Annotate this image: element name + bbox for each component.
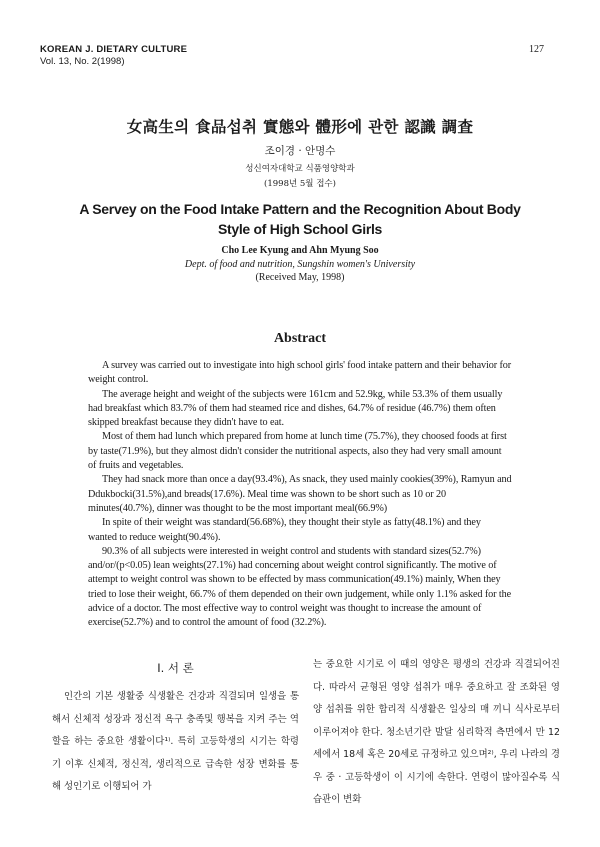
- korean-title: 女高生의 食品섭취 實態와 體形에 관한 認識 調査: [126, 118, 474, 136]
- abstract-paragraph: 90.3% of all subjects were interested in weight control and students with standard sizes(52.7%) and/or/(p<0.05) lean weights(27.1%) had concerning about weight control significantly. The motive of attempt to weight control was shown to be effected by mass communication(49.1%) mainly, When they tried to lose their weight, 66.7% of them depended on their own judgement, while only 1.1% asked for the advice of a doctor. The most effective way to control weight was thought to increase the amount of exercise(52.7%) and to control the amount of food (32.2%).: [88, 545, 512, 629]
- introduction-left-text: 인간의 기본 생활중 식생활은 건강과 직결되며 일생을 통해서 신체적 성장과 정신적 욕구 충족및 행복을 지켜 주는 역할을 하는 중요한 생활이다¹⁾. 특히 고등학생의 시기는 학령기 이후 신체적, 정신적, 생리적으로 급속한 성장 변화를 통해 성인기로 이행되어 가: [52, 691, 299, 792]
- journal-name: KOREAN J. DIETARY CULTURE: [40, 44, 188, 55]
- korean-authors: 조이경 · 안명수: [264, 145, 336, 157]
- abstract-paragraph: They had snack more than once a day(93.4%), As snack, they used mainly cookies(39%), Ramyun and Ddukbocki(31.5%),and breads(17.6%). Meal time was shown to be short such as 10 or 20 minutes(40.7%), dinner was thought to be the most important meal(66.9%): [88, 474, 512, 514]
- section-heading-introduction: I. 서 론: [157, 661, 194, 675]
- korean-received-date: (1998년 5월 접수): [264, 179, 336, 189]
- english-received-date: (Received May, 1998): [255, 272, 345, 283]
- english-title: A Servey on the Food Intake Pattern and the Recognition About Body Style of High School Girls: [79, 201, 521, 237]
- journal-header: [40, 44, 187, 68]
- page-number: 127: [529, 44, 544, 55]
- abstract-heading: Abstract: [273, 331, 327, 346]
- journal-volume: Vol. 13, No. 2(1998): [40, 56, 125, 67]
- abstract-paragraph: In spite of their weight was standard(56.68%), they thought their style as fatty(48.1%) and they wanted to reduce weight(90.4%).: [88, 517, 481, 543]
- abstract-paragraph: The average height and weight of the subjects were 161cm and 52.9kg, while 53.3% of them usually had breakfast which 83.7% of them had steamed rice and dishes, 64.7% of residue (46.7%) them often skipped breakfast because they didn't have to eat.: [88, 388, 503, 429]
- introduction-right-text: 는 중요한 시기로 이 때의 영양은 평생의 건강과 직결되어진다. 따라서 균형된 영양 섭취가 매우 중요하고 잘 조화된 영양 섭취를 위한 합리적 식생활은 일상의 매 끼니 식사로부터 이루어져야 한다. 청소년기란 발달 심리학적 측면에서 만 12세에서 18세 혹은 20세로 규정하고 있으며²⁾, 우리 나라의 경우 중 · 고등학생이 이 시기에 속한다. 연령이 많아질수록 식습관이 변화: [313, 659, 560, 805]
- abstract-paragraph: Most of them had lunch which prepared from home at lunch time (75.7%), they choosed foods at first by taste(71.9%), but they almost didn't consider the nutritional aspects, also they had very small amount of fruits and vegetables.: [88, 431, 507, 472]
- english-authors: Cho Lee Kyung and Ahn Myung Soo: [221, 245, 379, 256]
- korean-affiliation: 성신여자대학교 식품영양학과: [245, 164, 355, 174]
- abstract-body: [88, 359, 512, 631]
- english-affiliation: Dept. of food and nutrition, Sungshin women's University: [184, 259, 416, 270]
- abstract-paragraph: A survey was carried out to investigate into high school girls' food intake pattern and their behavior for weight control.: [88, 360, 512, 386]
- right-column: [313, 654, 560, 812]
